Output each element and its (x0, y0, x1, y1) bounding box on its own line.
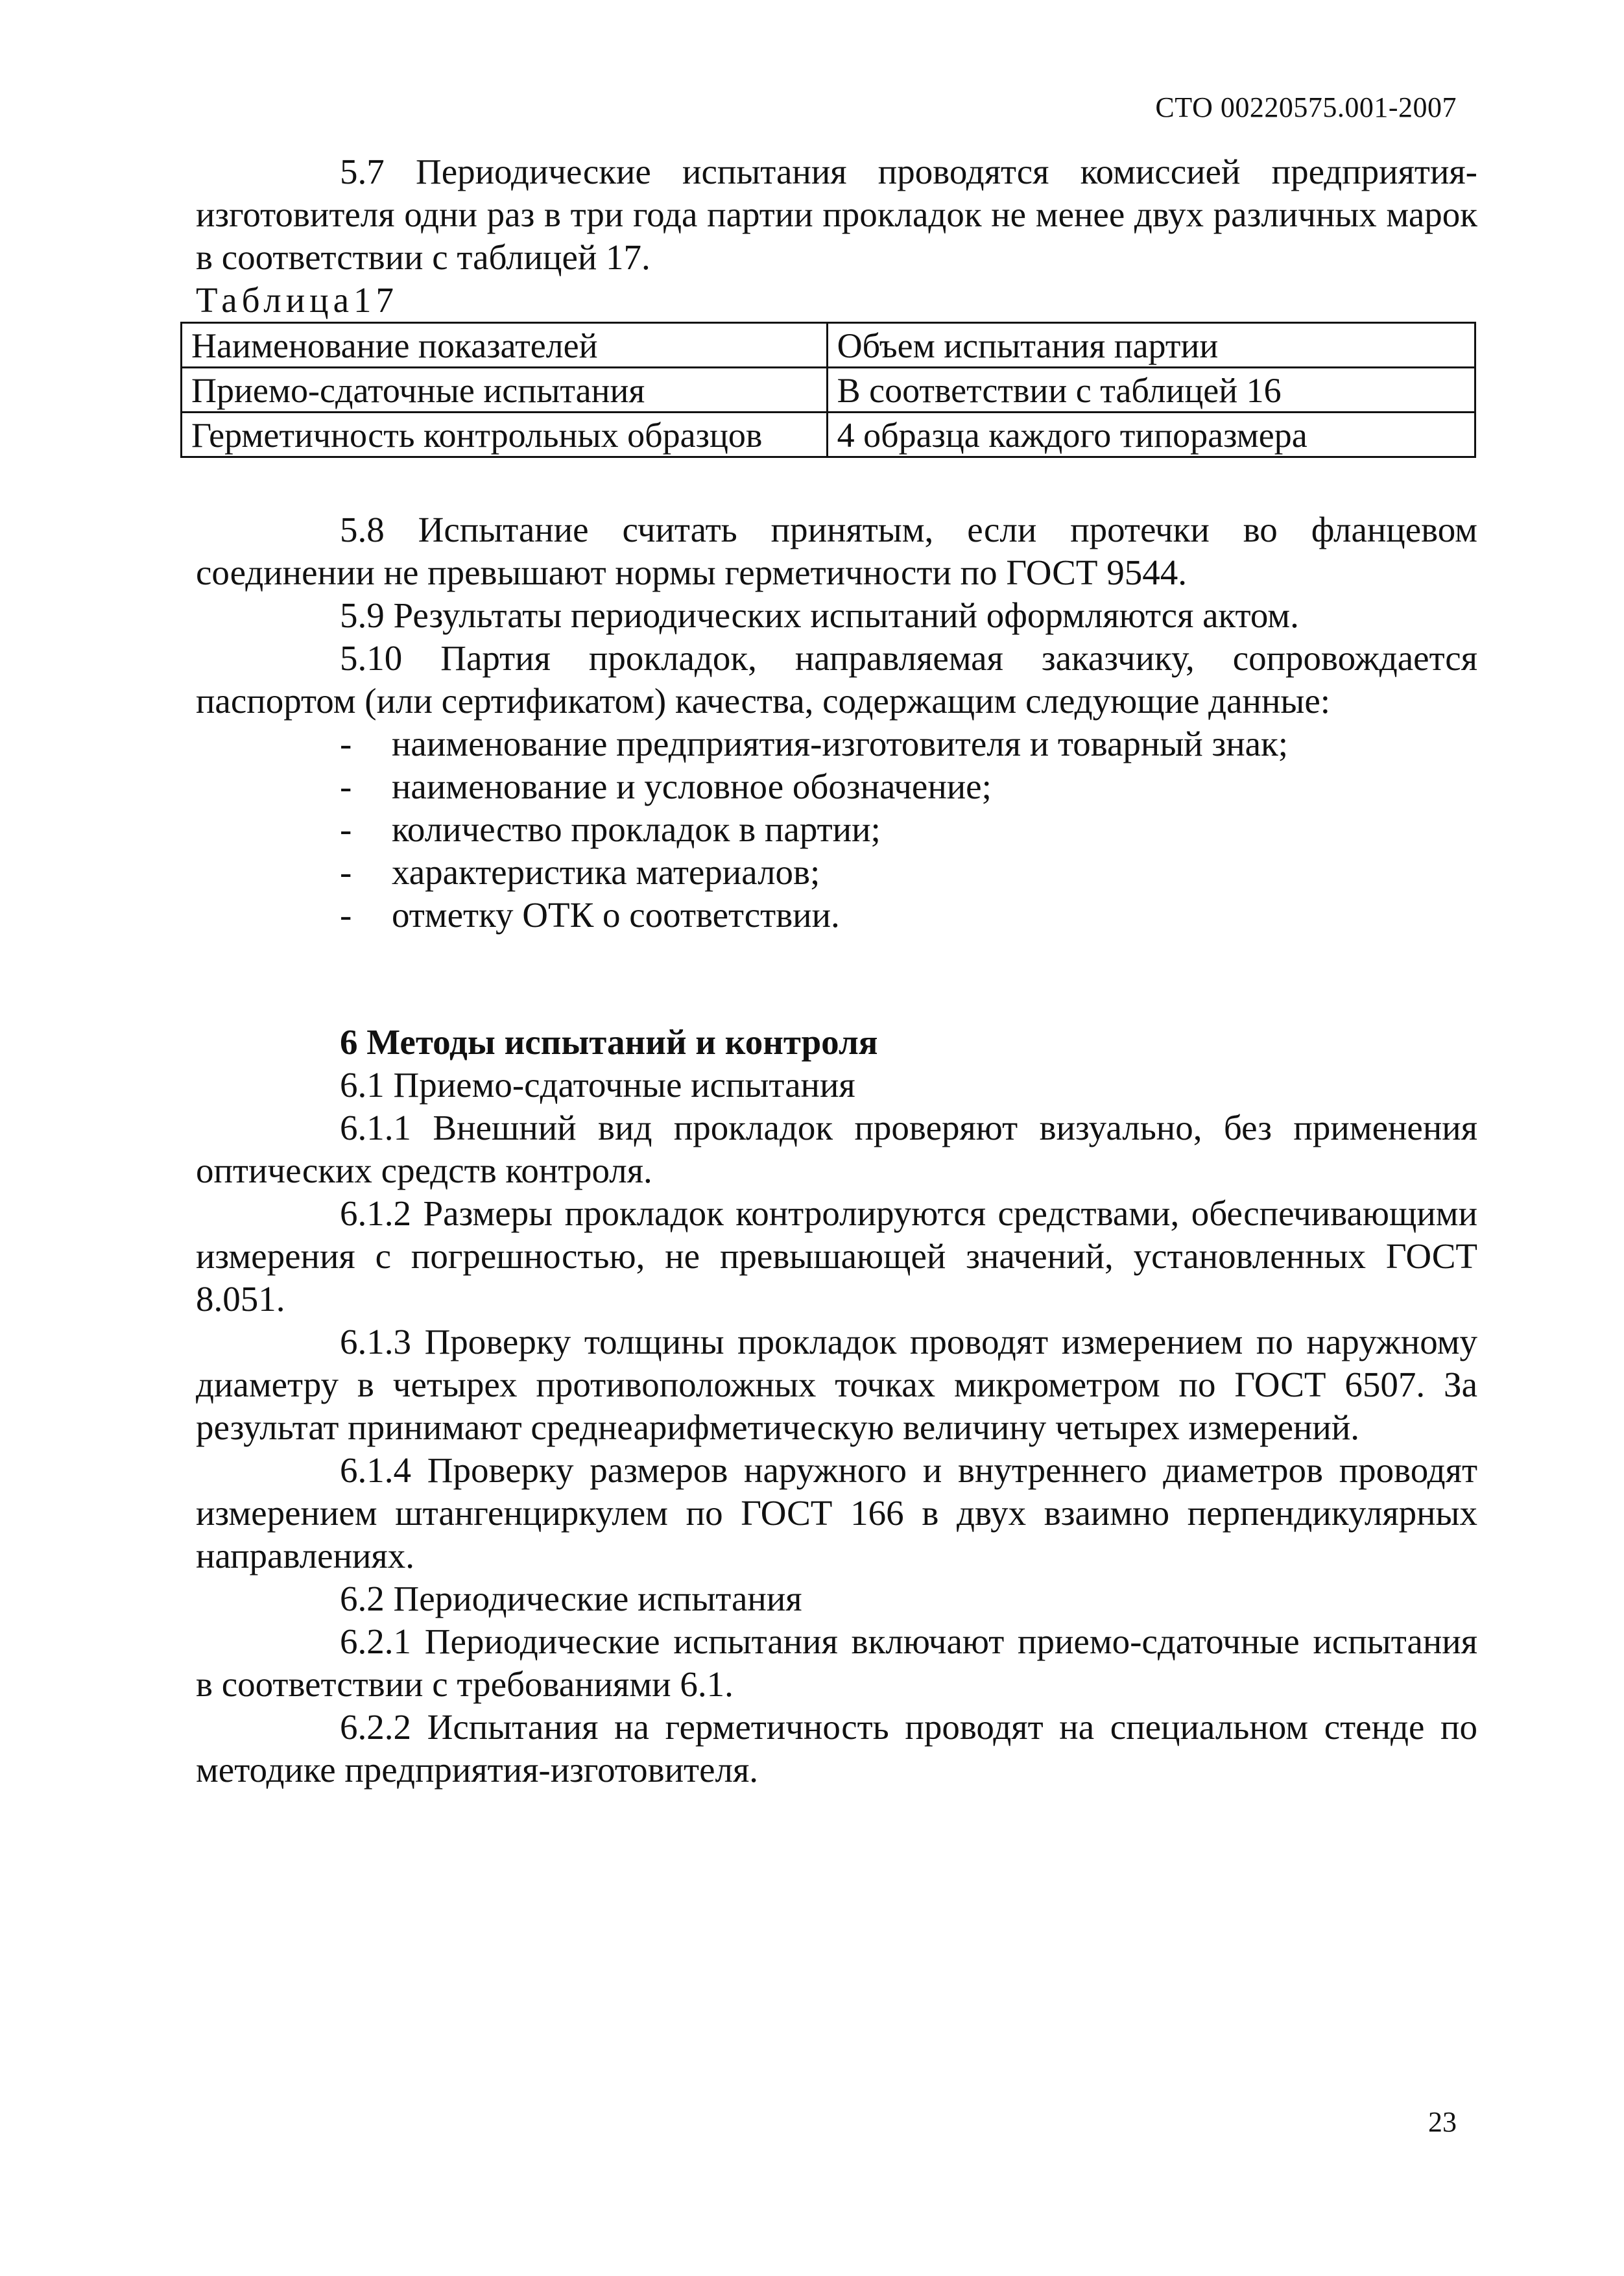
list-item-text: наименование предприятия-изготовителя и товарный знак; (392, 724, 1289, 763)
dash-bullet: - (340, 767, 352, 806)
table-header-row (182, 323, 1475, 368)
passport-data-list (196, 723, 1477, 937)
table-cell: Герметичность контрольных образцов (182, 413, 828, 457)
dash-bullet: - (340, 809, 352, 849)
list-item-text: наименование и условное обозначение; (392, 767, 992, 806)
paragraph-6-1-2: 6.1.2 Размеры прокладок контролируются средствами, обеспечивающими измерения с погрешностью, не превышающей значений, установленных ГОСТ 8.051. (196, 1193, 1477, 1319)
spacer (196, 937, 1477, 1021)
table-cell: В соответствии с таблицей 16 (827, 368, 1475, 413)
paragraph-6-2-1: 6.2.1 Периодические испытания включают приемо-сдаточные испытания в соответствии с требованиями 6.1. (196, 1622, 1477, 1704)
list-item-text: отметку ОТК о соответствии. (392, 895, 840, 935)
table-caption: Таблица17 (196, 280, 398, 320)
paragraph-5-8: 5.8 Испытание считать принятым, если протечки во фланцевом соединении не превышают нормы герметичности по ГОСТ 9544. (196, 510, 1477, 592)
paragraph-6-1: 6.1 Приемо-сдаточные испытания (340, 1065, 855, 1105)
spacer (196, 458, 1477, 509)
table-header-cell: Объем испытания партии (827, 323, 1475, 368)
paragraph-5-10: 5.10 Партия прокладок, направляемая заказчику, сопровождается паспортом (или сертификатом) качества, содержащим следующие данные: (196, 638, 1477, 721)
document-code: СТО 00220575.001-2007 (1155, 91, 1457, 123)
page-content (191, 150, 1477, 1791)
paragraph-6-2: 6.2 Периодические испытания (340, 1579, 802, 1618)
paragraph-5-9: 5.9 Результаты периодических испытаний оформляются актом. (340, 595, 1299, 635)
paragraph-6-1-1: 6.1.1 Внешний вид прокладок проверяют визуально, без применения оптических средств контроля. (196, 1108, 1477, 1190)
table-row (182, 413, 1475, 457)
list-item (196, 723, 1477, 765)
dash-bullet: - (340, 895, 352, 935)
table-row (182, 368, 1475, 413)
list-item (196, 894, 1477, 937)
paragraph-6-2-2: 6.2.2 Испытания на герметичность проводят на специальном стенде по методике предприятия-изготовителя. (196, 1707, 1477, 1790)
list-item-text: количество прокладок в партии; (392, 809, 881, 849)
table-17 (180, 322, 1476, 458)
page-number: 23 (1428, 2106, 1457, 2138)
dash-bullet: - (340, 852, 352, 892)
list-item-text: характеристика материалов; (392, 852, 820, 892)
table-cell: Приемо-сдаточные испытания (182, 368, 828, 413)
paragraph-6-1-3: 6.1.3 Проверку толщины прокладок проводят измерением по наружному диаметру в четырех противоположных точках микрометром по ГОСТ 6507. За результат принимают среднеарифметическую величину четырех измерений. (196, 1322, 1477, 1447)
section-title: 6 Методы испытаний и контроля (340, 1022, 878, 1062)
list-item (196, 765, 1477, 808)
table-header-cell: Наименование показателей (182, 323, 828, 368)
table-cell: 4 образца каждого типоразмера (827, 413, 1475, 457)
list-item (196, 851, 1477, 894)
dash-bullet: - (340, 724, 352, 763)
paragraph-6-1-4: 6.1.4 Проверку размеров наружного и внутреннего диаметров проводят измерением штангенциркулем по ГОСТ 166 в двух взаимно перпендикулярных направлениях. (196, 1450, 1477, 1575)
paragraph-5-7: 5.7 Периодические испытания проводятся комиссией предприятия-изготовителя одни раз в три года партии прокладок не менее двух различных марок в соответствии с таблицей 17. (196, 152, 1477, 277)
list-item (196, 808, 1477, 851)
